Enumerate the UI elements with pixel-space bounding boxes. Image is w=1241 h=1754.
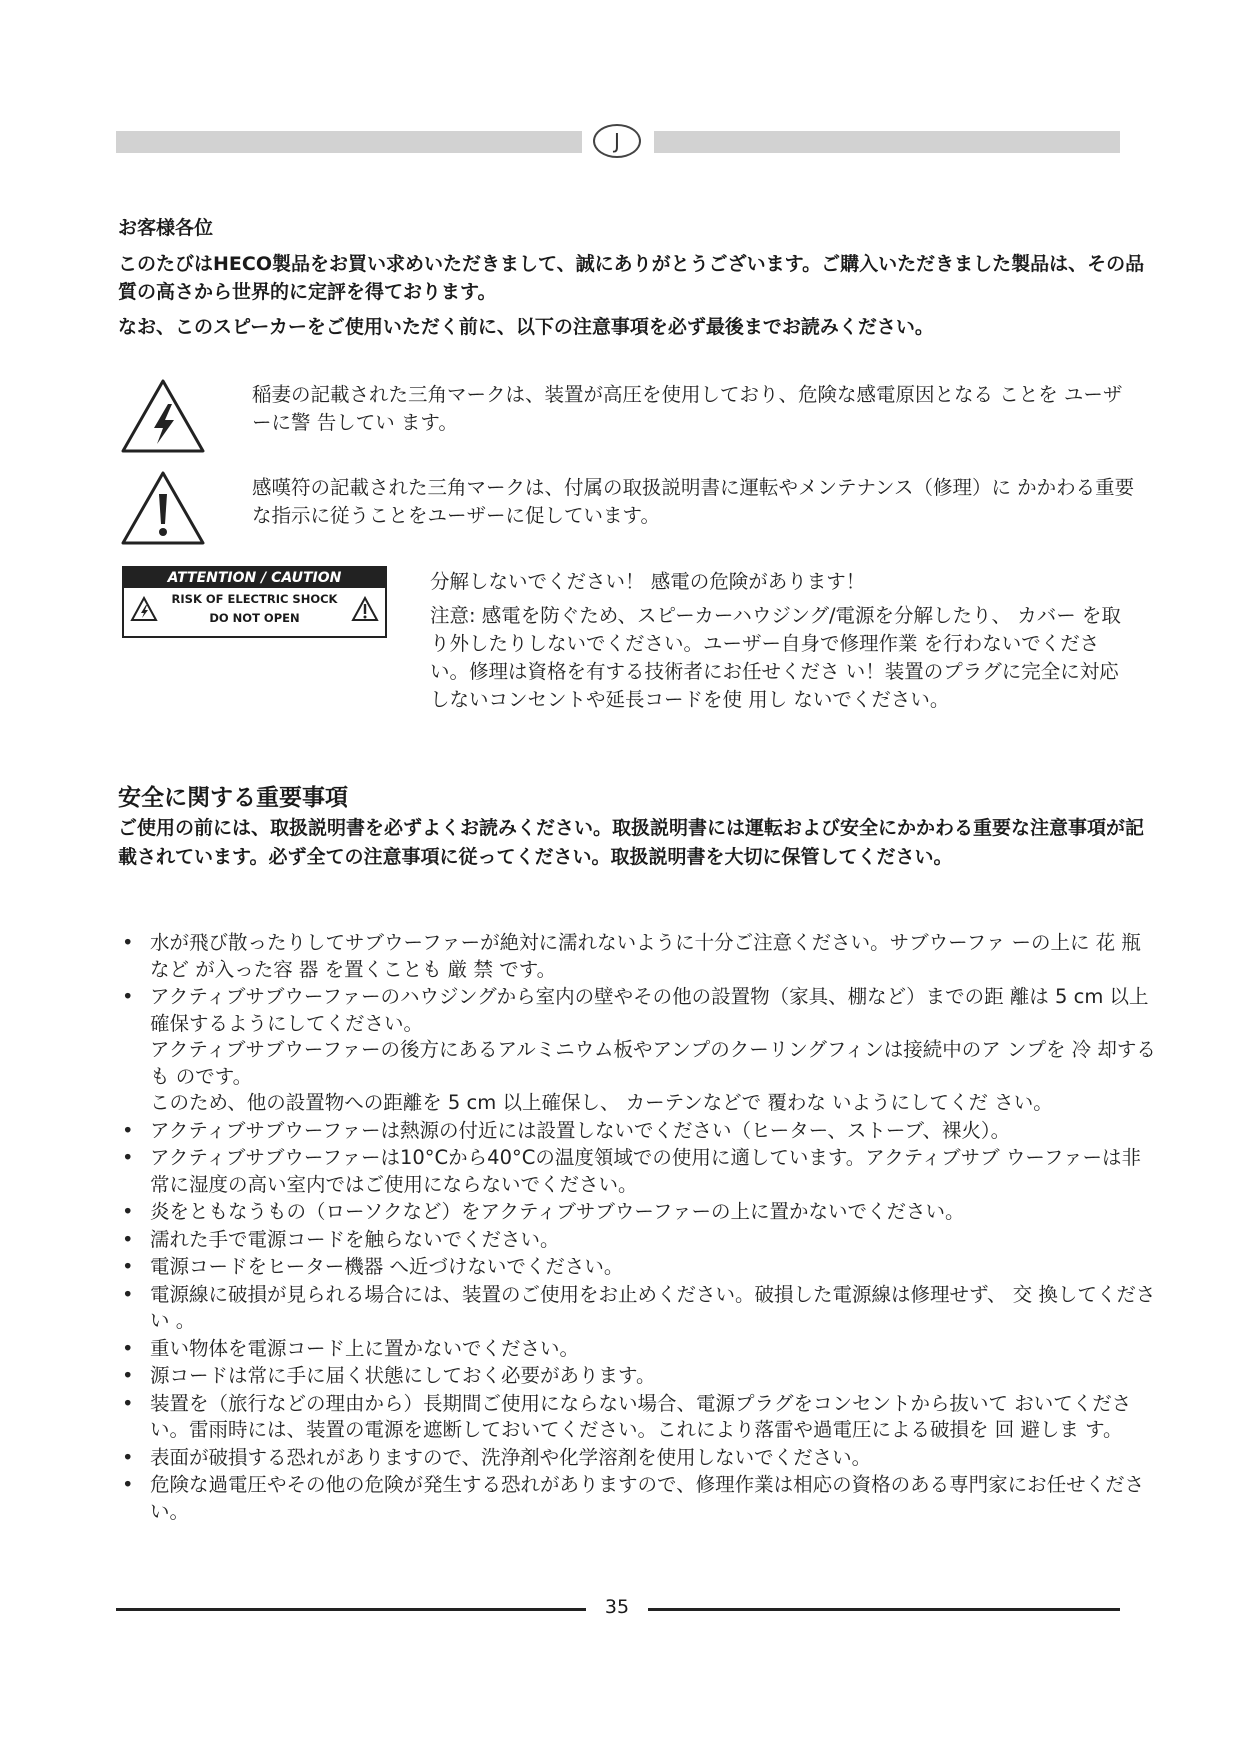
- safety-item: [118, 1391, 1158, 1444]
- language-badge: J: [593, 124, 641, 158]
- safety-item: [118, 1199, 1158, 1226]
- lightning-description: 稲妻の記載された三角マークは、装置が高圧を使用しており、危険な感電原因となる ことを ユーザーに警 告してい ます。: [252, 383, 1123, 434]
- footer-rule-right: [648, 1608, 1120, 1611]
- safety-item-text: 表面が破損する恐れがありますので、洗浄剤や化学溶剤を使用しないでください。: [150, 1445, 872, 1469]
- label-exclamation-icon: [351, 596, 379, 622]
- greeting: お客様各位: [118, 217, 214, 239]
- safety-item: [118, 1336, 1158, 1363]
- safety-item-text: アクティブサブウーファーは10°Cから40°Cの温度領域での使用に適しています。アクティブサブ ウーファーは非常に湿度の高い室内ではご使用にならないでください。: [150, 1146, 1141, 1196]
- safety-list: [118, 930, 1158, 1526]
- caution-heading: 分解しないでください！ 感電の危険があります！: [430, 570, 866, 593]
- safety-item: [118, 1472, 1158, 1525]
- safety-item-subtext: アクティブサブウーファーの後方にあるアルミニウム板やアンプのクーリングフィンは接続中のア ンプを 冷 却するも のです。: [150, 1038, 1156, 1088]
- safety-item-text: 危険な過電圧やその他の危険が発生する恐れがありますので、修理作業は相応の資格のある専門家にお任せください。: [150, 1473, 1145, 1523]
- header-bar-right: [654, 131, 1120, 153]
- caution-label-title: ATTENTION / CAUTION: [124, 568, 385, 588]
- lightning-warning-icon: [120, 378, 206, 454]
- intro-paragraph-1: このたびはHECO製品をお買い求めいただきまして、誠にありがとうございます。ご購入いただきました製品は、その品質の高さから世界的に定評を得ております。: [118, 253, 1145, 303]
- safety-item-text: 炎をともなうもの（ローソクなど）をアクティブサブウーファーの上に置かないでください。: [150, 1200, 965, 1223]
- safety-item: [118, 1363, 1158, 1390]
- safety-item: [118, 1254, 1158, 1281]
- exclamation-warning-icon: [120, 470, 206, 546]
- safety-title: 安全に関する重要事項: [118, 785, 348, 811]
- label-lightning-icon: [130, 596, 158, 622]
- safety-item-text: 水が飛び散ったりしてサブウーファーが絶対に濡れないように十分ご注意ください。サブウーファ ーの上に 花 瓶 など が入った容 器 を置くことも 厳 禁 です。: [150, 931, 1141, 981]
- safety-item-text: アクティブサブウーファーのハウジングから室内の壁やその他の設置物（家具、棚など）までの距 離は 5 cm 以上確保するようにしてください。: [150, 985, 1149, 1035]
- caution-label-line1: RISK OF ELECTRIC SHOCK: [171, 592, 338, 606]
- safety-item-text: 電源線に破損が見られる場合には、装置のご使用をお止めください。破損した電源線は修理せず、 交 換してくださ い 。: [150, 1282, 1156, 1332]
- safety-item: [118, 930, 1158, 983]
- intro-paragraph-2: なお、このスピーカーをご使用いただく前に、以下の注意事項を必ず最後までお読みください。: [118, 316, 934, 338]
- safety-item: [118, 1118, 1158, 1145]
- safety-item-text: 電源コードをヒーター機器 へ近づけないでください。: [150, 1255, 624, 1278]
- safety-item-text: 濡れた手で電源コードを触らないでください。: [150, 1227, 560, 1251]
- caution-label: [122, 566, 387, 638]
- safety-item-text: アクティブサブウーファーは熱源の付近には設置しないでください（ヒーター、ストーブ、裸火）。: [150, 1118, 1011, 1142]
- safety-item-text: 重い物体を電源コード上に置かないでください。: [150, 1336, 580, 1360]
- safety-item: [118, 1145, 1158, 1198]
- safety-item: [118, 1227, 1158, 1254]
- safety-intro: ご使用の前には、取扱説明書を必ずよくお読みください。取扱説明書には運転および安全にかかわる重要な注意事項が記載されています。必ず全ての注意事項に従ってください。取扱説明書を大切に保管してください。: [118, 817, 1145, 868]
- footer-rule-left: [116, 1608, 586, 1611]
- safety-item: [118, 1445, 1158, 1472]
- caution-label-line2: DO NOT OPEN: [209, 611, 300, 625]
- safety-item: [118, 984, 1158, 1117]
- header-bar-left: [116, 131, 582, 153]
- safety-item: [118, 1282, 1158, 1335]
- safety-item-subtext: このため、他の設置物への距離を 5 cm 以上確保し、 カーテンなどで 覆わな いようにしてくだ さい。: [150, 1091, 1053, 1114]
- safety-item-text: 装置を（旅行などの理由から）長期間ご使用にならない場合、電源プラグをコンセントから抜いて おいてください。雷雨時には、装置の電源を遮断しておいてください。これにより落雷や過電圧による破損を 回 避しま す。: [150, 1391, 1132, 1441]
- exclamation-description: 感嘆符の記載された三角マークは、付属の取扱説明書に運転やメンテナンス（修理）に かかわる重要な指示に従うことをユーザーに促しています。: [252, 476, 1135, 527]
- caution-text: 注意: 感電を防ぐため、スピーカーハウジング/電源を分解したり、 カバー を取り外したりしないでください。ユーザー自身で修理作業 を行わないでください。修理は資格を有する技術者にお任せくださ い！装置のプラグに完全に対応しないコンセントや延長コードを使 用し ないでください。: [430, 604, 1121, 711]
- safety-item-text: 源コードは常に手に届く状態にしておく必要があります。: [150, 1364, 656, 1387]
- page-number: 35: [604, 1596, 630, 1618]
